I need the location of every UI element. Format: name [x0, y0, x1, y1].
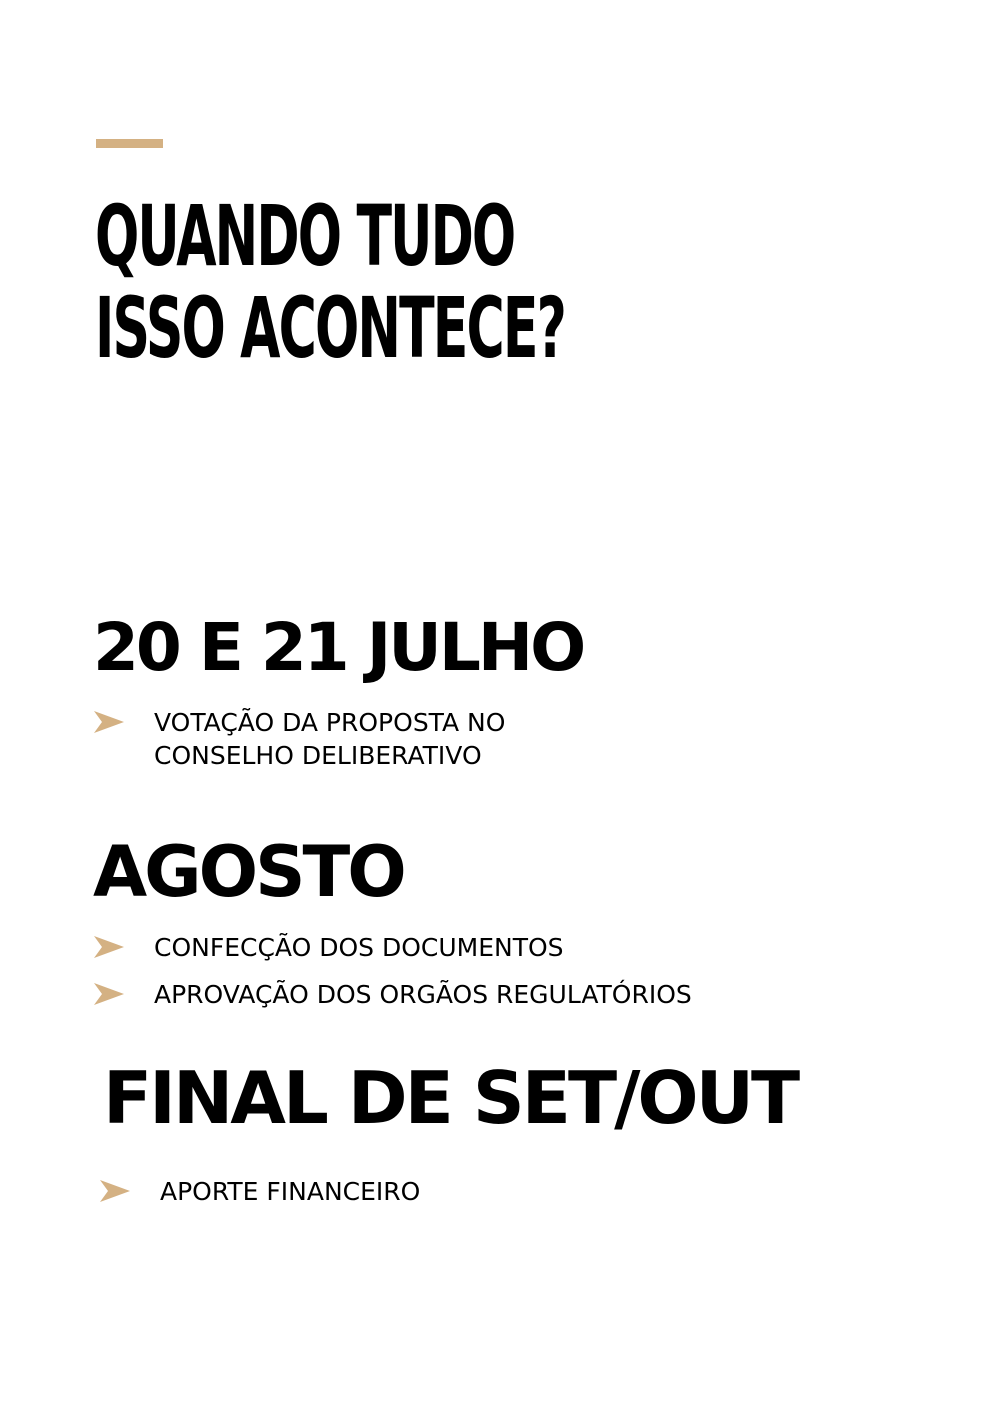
page-title-line-2: ISSO ACONTECE? — [95, 279, 565, 377]
arrow-right-icon — [94, 936, 124, 958]
list-item — [100, 1175, 420, 1208]
section-list-final-set-out — [100, 1175, 420, 1208]
section-heading-agosto: AGOSTO — [93, 831, 404, 913]
page-title — [95, 187, 565, 377]
list-item-text: APORTE FINANCEIRO — [160, 1177, 421, 1206]
list-item — [94, 706, 505, 772]
list-item — [94, 931, 692, 964]
arrow-right-icon — [94, 711, 124, 733]
accent-bar — [96, 139, 163, 148]
list-item-text-line-1: VOTAÇÃO DA PROPOSTA NO — [154, 708, 506, 737]
list-item-text-line-2: CONSELHO DELIBERATIVO — [154, 741, 482, 770]
page-title-line-1: QUANDO TUDO — [95, 187, 515, 285]
section-heading-julho: 20 E 21 JULHO — [93, 609, 584, 686]
list-item — [94, 978, 692, 1011]
section-list-julho — [94, 706, 505, 772]
list-item-text: APROVAÇÃO DOS ORGÃOS REGULATÓRIOS — [154, 980, 692, 1009]
arrow-right-icon — [94, 983, 124, 1005]
section-list-agosto — [94, 931, 692, 1025]
list-item-text: CONFECÇÃO DOS DOCUMENTOS — [154, 933, 564, 962]
arrow-right-icon — [100, 1180, 130, 1202]
section-heading-final-set-out: FINAL DE SET/OUT — [103, 1056, 798, 1140]
